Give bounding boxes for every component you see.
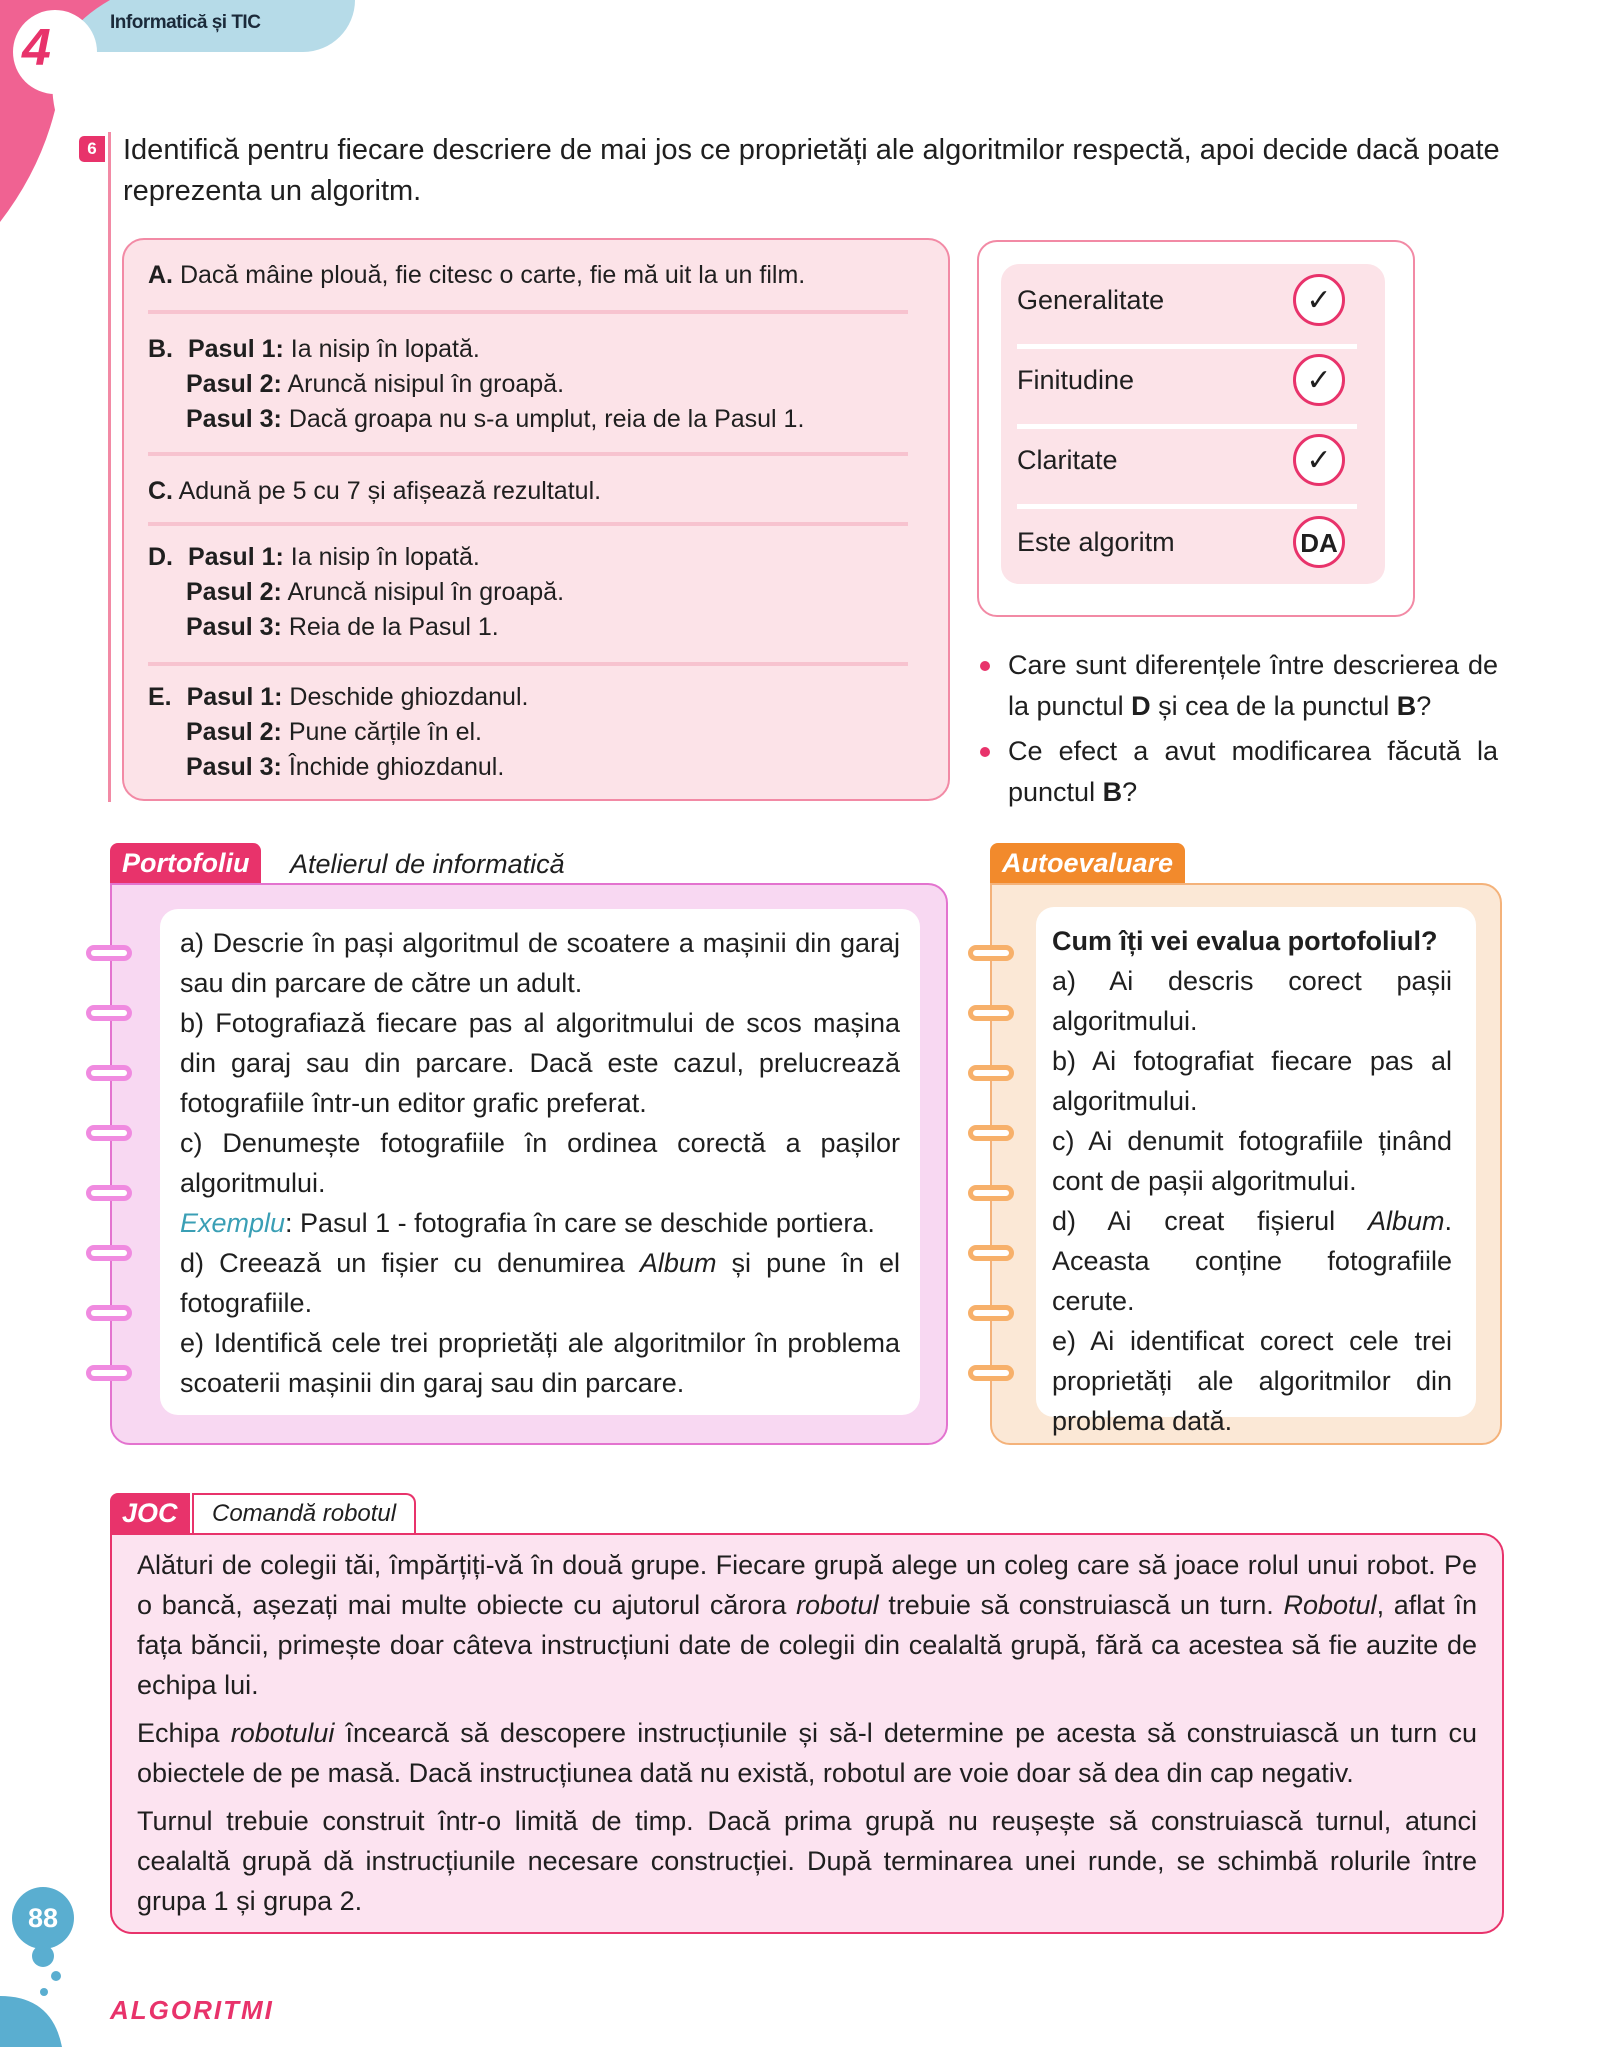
- step-text: Deschide ghiozdanul.: [289, 683, 529, 711]
- item-c: [148, 474, 601, 509]
- binder-ring-icon: [86, 1065, 132, 1081]
- self-eval-question: Cum îți vei evalua portofoliul?: [1052, 926, 1438, 956]
- item-b: [148, 332, 804, 437]
- binder-ring-icon: [86, 1185, 132, 1201]
- exercise-number: 6: [79, 136, 105, 162]
- game-tab: JOC: [110, 1493, 190, 1533]
- property-label: Claritate: [1017, 445, 1118, 475]
- step-text: Ia nisip în lopată.: [290, 335, 480, 363]
- portfolio-box: [110, 883, 948, 1445]
- binder-ring-icon: [86, 1305, 132, 1321]
- task-a: a) Descrie în pași algoritmul de scoatere a mașinii din garaj sau din parcare de către un adult.: [180, 928, 900, 998]
- step-text: Închide ghiozdanul.: [288, 753, 505, 781]
- check-icon: ✓: [1293, 434, 1345, 486]
- divider: [148, 522, 908, 526]
- portfolio-tab: Portofoliu: [110, 843, 261, 883]
- property-label: Este algoritm: [1017, 527, 1175, 557]
- step-label: Pasul 1:: [187, 543, 284, 571]
- game-paragraph: Alături de colegii tăi, împărțiți-vă în două grupe. Fiecare grupă alege un coleg care să joace rolul unui robot. Pe o bancă, așezați mai multe obiecte cu ajutorul cărora robotul trebuie să construiască un turn. Robotul, aflat în fața băncii, primește doar câteva instrucțiuni date de colegii din cealaltă grupă, fără ca acestea să fie auzite de echipa lui.: [137, 1550, 1477, 1700]
- portfolio-page: [160, 909, 920, 1415]
- game-text: [137, 1545, 1477, 1929]
- footer-dots-decoration: [0, 1940, 80, 2047]
- divider: [148, 662, 908, 666]
- item-d: [148, 540, 564, 645]
- task-b: b) Fotografiază fiecare pas al algoritmului de scos mașina din garaj sau din parcare. Dacă este cazul, prelucrează fotografiile într-un editor grafic preferat.: [180, 1008, 900, 1118]
- item-a: [148, 258, 805, 293]
- divider: [1017, 504, 1357, 509]
- binder-ring-icon: [86, 1125, 132, 1141]
- binder-ring-icon: [968, 1005, 1014, 1021]
- property-row: [1017, 350, 1357, 410]
- step-label: Pasul 3:: [186, 753, 282, 781]
- step-text: Reia de la Pasul 1.: [288, 613, 499, 641]
- binder-ring-icon: [86, 945, 132, 961]
- task-d: d) Creează un fișier cu denumirea Album și pune în el fotografiile.: [180, 1248, 901, 1318]
- binder-ring-icon: [86, 1245, 132, 1261]
- step-label: Pasul 1:: [187, 335, 284, 363]
- chapter-number: 4: [22, 19, 51, 77]
- game-box: [110, 1533, 1504, 1934]
- step-text: Aruncă nisipul în groapă.: [287, 370, 565, 398]
- self-eval-box: [990, 883, 1502, 1445]
- step-label: Pasul 2:: [186, 370, 282, 398]
- questions-list: [978, 645, 1498, 817]
- step-label: Pasul 1:: [186, 683, 283, 711]
- item-letter: C.: [148, 477, 173, 505]
- self-eval-page: [1036, 907, 1476, 1436]
- item-letter: B.: [148, 335, 173, 363]
- item-letter: E.: [148, 683, 172, 711]
- step-text: Aruncă nisipul în groapă.: [287, 578, 565, 606]
- check-icon: ✓: [1293, 354, 1345, 406]
- item-letter: A.: [148, 261, 173, 289]
- binder-ring-icon: [86, 1365, 132, 1381]
- descriptions-box: [122, 238, 950, 801]
- criterion-a: a) Ai descris corect pașii algoritmului.: [1052, 966, 1452, 1036]
- divider: [148, 310, 908, 314]
- task-c: c) Denumește fotografiile în ordinea corectă a pașilor algoritmului.: [180, 1128, 900, 1198]
- property-row: [1017, 430, 1357, 490]
- divider: [1017, 424, 1357, 429]
- binder-ring-icon: [968, 1365, 1014, 1381]
- exercise-instruction: Identifică pentru fiecare descriere de mai jos ce proprietăți ale algoritmilor respectă, apoi decide dacă poate reprezenta un algoritm.: [123, 134, 1500, 207]
- item-text: Dacă mâine plouă, fie citesc o carte, fie mă uit la un film.: [179, 261, 806, 289]
- book-title: Informatică și TIC: [110, 12, 261, 33]
- game-paragraph: Turnul trebuie construit într-o limită de timp. Dacă prima grupă nu reușește să construiască turnul, atunci cealaltă grupă dă instrucțiunile necesare construcției. După terminarea unei runde, se schimbă rolurile între grupa 1 și grupa 2.: [137, 1806, 1477, 1916]
- criterion-d: d) Ai creat fișierul Album. Aceasta conține fotografiile cerute.: [1052, 1206, 1452, 1316]
- step-label: Pasul 2:: [186, 578, 282, 606]
- question-item: Ce efect a avut modificarea făcută la punctul B?: [978, 731, 1498, 813]
- property-label: Generalitate: [1017, 285, 1165, 315]
- properties-box: [977, 240, 1415, 617]
- step-text: Pune cărțile în el.: [288, 718, 482, 746]
- binder-ring-icon: [968, 1245, 1014, 1261]
- step-label: Pasul 3:: [186, 405, 282, 433]
- binder-ring-icon: [86, 1005, 132, 1021]
- exercise-margin-line: [108, 132, 111, 802]
- step-label: Pasul 3:: [186, 613, 282, 641]
- property-row: [1017, 512, 1357, 572]
- criterion-b: b) Ai fotografiat fiecare pas al algoritmului.: [1052, 1046, 1452, 1116]
- properties-table: [1001, 264, 1385, 584]
- game-subtitle: Comandă robotul: [192, 1493, 416, 1533]
- criterion-e: e) Ai identificat corect cele trei proprietăți ale algoritmilor din problema dată.: [1052, 1326, 1452, 1436]
- binder-ring-icon: [968, 1125, 1014, 1141]
- item-e: [148, 680, 528, 785]
- divider: [148, 452, 908, 456]
- step-label: Pasul 2:: [186, 718, 282, 746]
- check-icon: ✓: [1293, 274, 1345, 326]
- binder-ring-icon: [968, 1065, 1014, 1081]
- property-label: Finitudine: [1017, 365, 1135, 395]
- self-eval-text: [1052, 921, 1452, 1441]
- property-row: [1017, 270, 1357, 330]
- game-paragraph: Echipa robotului încearcă să descopere instrucțiunile și să-l determine pe acesta să construiască un turn cu obiectele de pe masă. Dacă instrucțiunea dată nu există, robotul are voie doar să dea din cap negativ.: [137, 1718, 1477, 1788]
- example: Exemplu: Pasul 1 - fotografia în care se deschide portiera.: [180, 1208, 875, 1238]
- step-text: Dacă groapa nu s-a umplut, reia de la Pasul 1.: [288, 405, 805, 433]
- chapter-swoosh: [0, 0, 110, 222]
- binder-ring-icon: [968, 1185, 1014, 1201]
- page-number: 88: [12, 1887, 74, 1949]
- item-text: Adună pe 5 cu 7 și afișează rezultatul.: [178, 477, 602, 505]
- binder-ring-icon: [968, 945, 1014, 961]
- item-letter: D.: [148, 543, 173, 571]
- answer-circle: DA: [1293, 516, 1345, 568]
- divider: [1017, 344, 1357, 349]
- question-item: Care sunt diferențele între descrierea de la punctul D și cea de la punctul B?: [978, 645, 1498, 727]
- binder-ring-icon: [968, 1305, 1014, 1321]
- step-text: Ia nisip în lopată.: [290, 543, 480, 571]
- portfolio-subtitle: Atelierul de informatică: [290, 849, 565, 879]
- portfolio-text: [180, 923, 900, 1403]
- self-eval-tab: Autoevaluare: [990, 843, 1185, 883]
- criterion-c: c) Ai denumit fotografiile ținând cont de pașii algoritmului.: [1052, 1126, 1452, 1196]
- task-e: e) Identifică cele trei proprietăți ale algoritmilor în problema scoaterii mașinii din garaj sau din parcare.: [180, 1328, 900, 1398]
- section-label: ALGORITMI: [110, 1995, 274, 2025]
